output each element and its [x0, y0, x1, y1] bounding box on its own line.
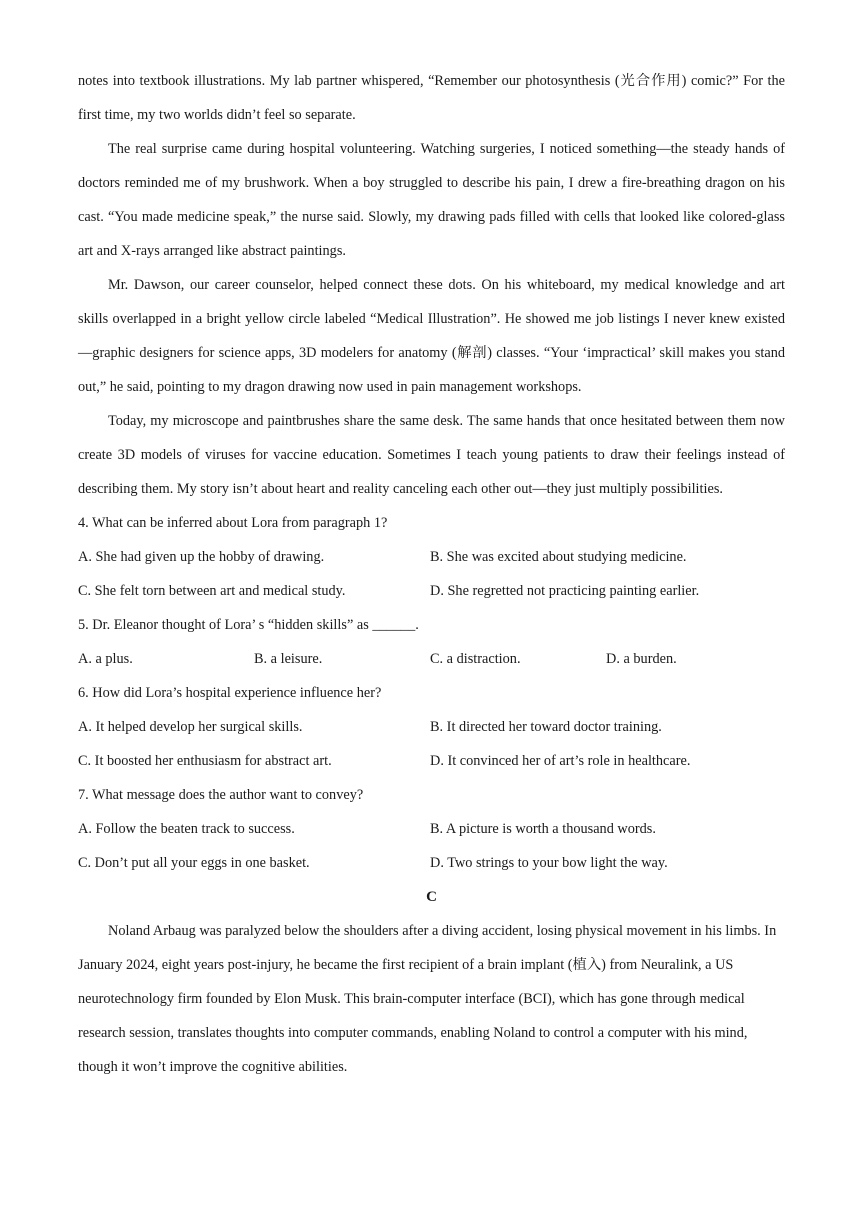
option-d: D. It convinced her of art’s role in healthcare.	[430, 753, 691, 769]
question-5	[78, 608, 785, 676]
passage-b-paragraph-3: Mr. Dawson, our career counselor, helped connect these dots. On his whiteboard, my medical knowledge and art skills overlapped in a bright yellow circle labeled “Medical Illustration”. He showed me job listings I never knew existed—graphic designers for science apps, 3D modelers for anatomy (解剖) classes. “Your ‘impractical’ skill makes you stand out,” he said, pointing to my dragon drawing now used in pain management workshops.	[78, 277, 785, 395]
option-row	[78, 744, 785, 778]
question-6	[78, 676, 785, 778]
option-b: B. She was excited about studying medicine.	[430, 549, 687, 565]
option-d: D. a burden.	[606, 651, 677, 667]
passage-b-paragraph-4: Today, my microscope and paintbrushes share the same desk. The same hands that once hesitated between them now create 3D models of viruses for vaccine education. Sometimes I teach young patients to draw their feelings instead of describing them. My story isn’t about heart and reality canceling each other out—they just multiply possibilities.	[78, 413, 785, 497]
option-c: C. Don’t put all your eggs in one basket.	[78, 855, 310, 871]
option-c: C. a distraction.	[430, 651, 521, 667]
passage-b	[78, 64, 785, 506]
option-a: A. She had given up the hobby of drawing.	[78, 549, 325, 565]
section-heading: C	[426, 889, 437, 905]
question-4	[78, 506, 785, 608]
option-b: B. A picture is worth a thousand words.	[430, 821, 656, 837]
option-row	[78, 812, 785, 846]
option-row	[78, 642, 785, 676]
option-row	[78, 540, 785, 574]
option-row	[78, 574, 785, 608]
passage-c-paragraph-1: Noland Arbaug was paralyzed below the shoulders after a diving accident, losing physical movement in his limbs. In January 2024, eight years post-injury, he became the first recipient of a brain implant (植入) from Neuralink, a US neurotechnology firm founded by Elon Musk. This brain-computer interface (BCI), which has gone through medical research session, translates thoughts into computer commands, enabling Noland to control a computer with his mind, though it won’t improve the cognitive abilities.	[78, 923, 777, 1075]
option-d: D. She regretted not practicing painting earlier.	[430, 583, 700, 599]
question-stem: 6. How did Lora’s hospital experience influence her?	[78, 685, 382, 701]
option-d: D. Two strings to your bow light the way.	[430, 855, 668, 871]
option-a: A. a plus.	[78, 651, 133, 667]
question-stem: 7. What message does the author want to convey?	[78, 787, 364, 803]
question-7	[78, 778, 785, 880]
option-a: A. It helped develop her surgical skills.	[78, 719, 303, 735]
option-b: B. a leisure.	[254, 651, 323, 667]
option-a: A. Follow the beaten track to success.	[78, 821, 295, 837]
passage-b-paragraph-2: The real surprise came during hospital volunteering. Watching surgeries, I noticed something—the steady hands of doctors reminded me of my brushwork. When a boy struggled to describe his pain, I drew a fire-breathing dragon on his cast. “You made medicine speak,” the nurse said. Slowly, my drawing pads filled with cells that looked like colored-glass art and X-rays arranged like abstract paintings.	[78, 141, 785, 259]
question-stem: 5. Dr. Eleanor thought of Lora’ s “hidden skills” as ______.	[78, 617, 419, 633]
document-page	[78, 64, 785, 1084]
option-c: C. It boosted her enthusiasm for abstract art.	[78, 753, 332, 769]
passage-c	[78, 880, 785, 1084]
option-row	[78, 710, 785, 744]
option-b: B. It directed her toward doctor training.	[430, 719, 662, 735]
question-stem: 4. What can be inferred about Lora from paragraph 1?	[78, 515, 388, 531]
option-row	[78, 846, 785, 880]
option-c: C. She felt torn between art and medical study.	[78, 583, 346, 599]
passage-b-paragraph-1: notes into textbook illustrations. My lab partner whispered, “Remember our photosynthesis (光合作用) comic?” For the first time, my two worlds didn’t feel so separate.	[78, 73, 785, 123]
